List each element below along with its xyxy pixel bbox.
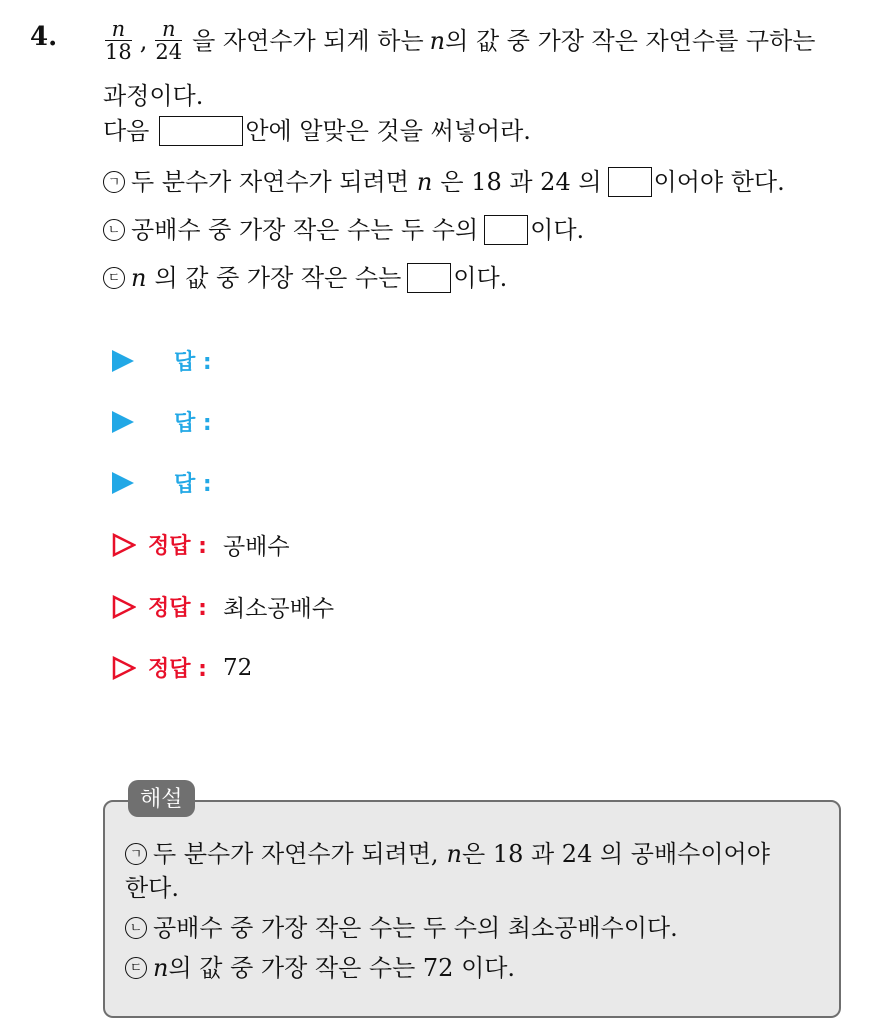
answer-row-2[interactable] — [112, 406, 212, 437]
circled-giyeok-icon: ㄱ — [125, 843, 147, 865]
item-text: 의 값 중 가장 작은 수는 — [154, 264, 402, 292]
question-text: 과정이다. — [103, 82, 204, 110]
item-text: 두 분수가 자연수가 되려면 — [131, 168, 409, 196]
correct-answer-row-2 — [112, 590, 334, 623]
answer-label: 답 : — [174, 411, 212, 436]
item-text: 이다. — [530, 216, 585, 244]
item-c — [103, 262, 507, 294]
play-triangle-icon — [112, 411, 134, 433]
item-text: 이어야 한다. — [653, 168, 785, 196]
correct-answer-value: 최소공배수 — [222, 596, 335, 622]
variable-n: n — [153, 954, 169, 982]
correct-answer-value: 72 — [222, 654, 253, 681]
blank-box — [407, 263, 451, 293]
play-triangle-icon — [112, 472, 134, 494]
explanation-line-1 — [125, 838, 770, 870]
fraction-denominator: 24 — [155, 40, 183, 64]
variable-n: n — [131, 264, 147, 292]
answer-row-1[interactable] — [112, 345, 212, 376]
correct-answer-label: 정답 : — [148, 657, 207, 682]
play-triangle-icon — [112, 350, 134, 372]
item-a — [103, 166, 785, 198]
fraction-numerator: n — [111, 17, 126, 41]
question-line-2 — [103, 80, 203, 112]
question-text: 다음 — [103, 117, 150, 145]
explanation-tag: 해설 — [128, 780, 195, 817]
question-text: 을 자연수가 되게 하는 — [192, 26, 424, 55]
correct-answer-value: 공배수 — [222, 534, 290, 560]
fraction-numerator: n — [161, 17, 176, 41]
explanation-line-4 — [125, 952, 515, 984]
item-text: 공배수 중 가장 작은 수는 두 수의 — [131, 216, 479, 244]
variable-n: n — [446, 840, 463, 868]
correct-answer-label: 정답 : — [148, 596, 207, 621]
explanation-text: 의 값 중 가장 작은 수는 72 이다. — [168, 954, 516, 982]
circled-giyeok-icon: ㄱ — [103, 171, 125, 193]
blank-box — [608, 167, 652, 197]
explanation-line-2 — [125, 872, 179, 904]
correct-answer-row-3 — [112, 652, 252, 683]
explanation-box — [103, 800, 841, 1018]
explanation-text: 은 18 과 24 의 공배수이어야 — [462, 840, 770, 868]
item-text: 은 18 과 24 의 — [440, 168, 602, 196]
circled-nieun-icon: ㄴ — [103, 219, 125, 241]
fraction-n-over-18 — [105, 18, 132, 63]
question-line-1 — [103, 18, 815, 63]
outline-triangle-icon — [112, 656, 136, 680]
outline-triangle-icon — [112, 595, 136, 619]
explanation-text: 두 분수가 자연수가 되려면, — [153, 840, 439, 868]
explanation-text: 공배수 중 가장 작은 수는 두 수의 최소공배수이다. — [153, 914, 678, 942]
question-number: 4. — [30, 22, 58, 52]
explanation-line-3 — [125, 912, 678, 944]
item-b — [103, 214, 584, 246]
fraction-n-over-24 — [155, 18, 182, 63]
question-text: 안에 알맞은 것을 써넣어라. — [245, 117, 531, 145]
explanation-text: 한다. — [125, 874, 179, 902]
blank-box — [484, 215, 528, 245]
circled-digeut-icon: ㄷ — [125, 957, 147, 979]
circled-digeut-icon: ㄷ — [103, 267, 125, 289]
fraction-denominator: 18 — [105, 40, 132, 64]
correct-answer-label: 정답 : — [148, 534, 207, 559]
item-text: 이다. — [453, 264, 508, 292]
blank-box — [159, 116, 243, 146]
circled-nieun-icon: ㄴ — [125, 917, 147, 939]
variable-n: n — [416, 168, 433, 196]
question-text: 의 값 중 가장 작은 자연수를 구하는 — [445, 26, 816, 55]
correct-answer-row-1 — [112, 528, 290, 561]
variable-n: n — [429, 26, 446, 55]
answer-label: 답 : — [174, 350, 212, 375]
outline-triangle-icon — [112, 533, 136, 557]
fraction-separator: , — [139, 26, 148, 55]
answer-label: 답 : — [174, 472, 212, 497]
question-line-3 — [103, 115, 531, 147]
answer-row-3[interactable] — [112, 467, 212, 498]
